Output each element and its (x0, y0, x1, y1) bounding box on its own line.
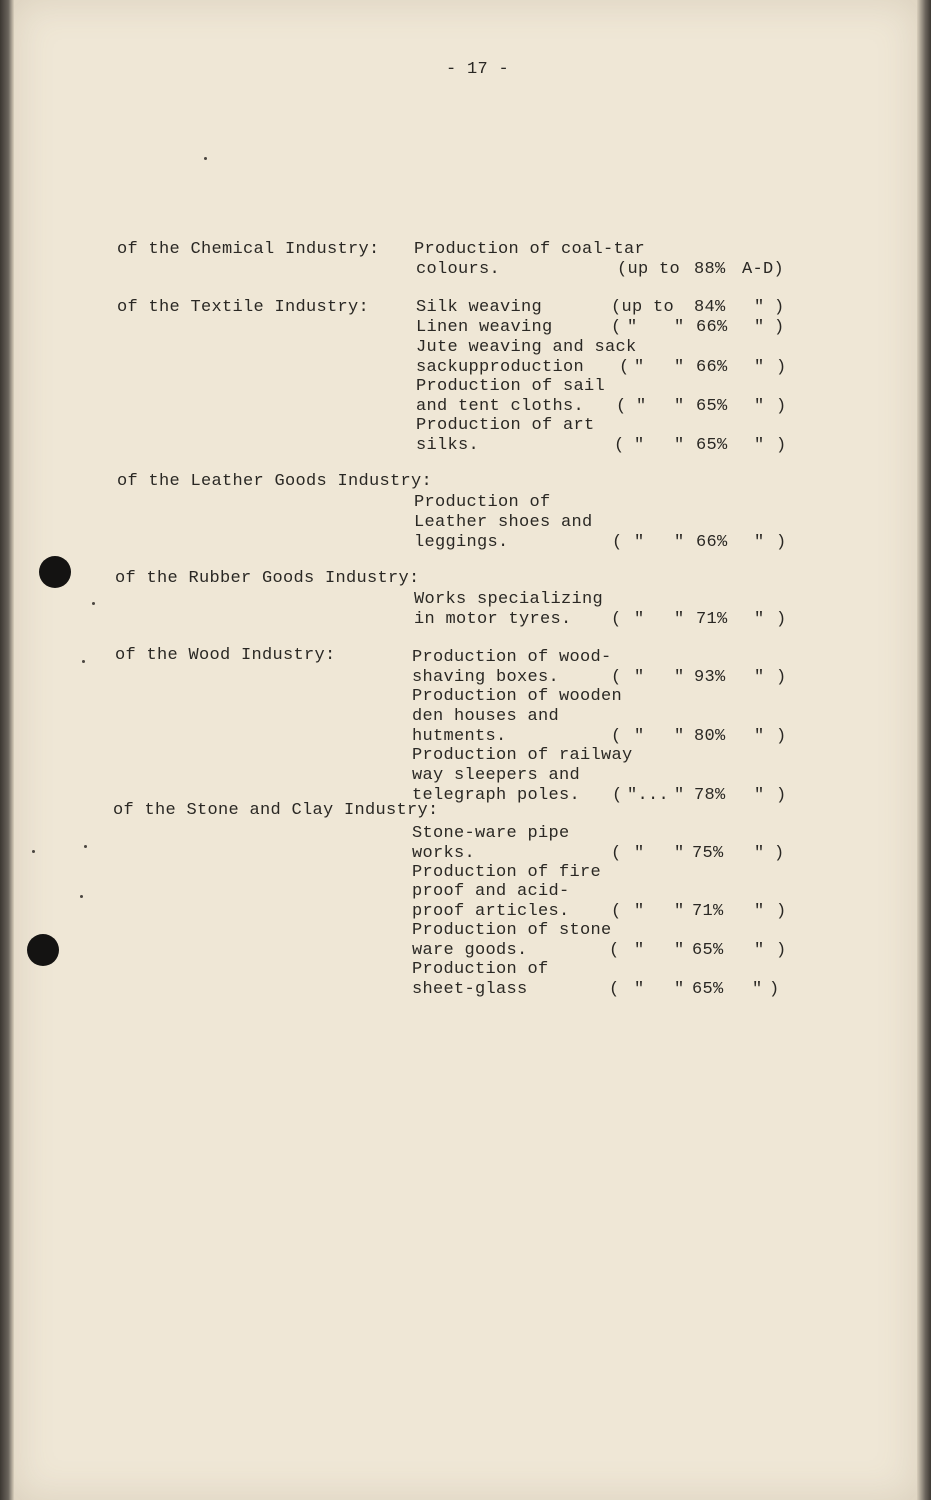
ditto-mark: " (754, 358, 765, 377)
punch-hole-lower (27, 934, 59, 966)
item-line: Production of sail (416, 377, 606, 396)
percentage: 80% (694, 727, 726, 746)
ditto-mark: " (754, 610, 765, 629)
ditto-mark: " (752, 980, 763, 999)
ditto-mark: " (634, 980, 645, 999)
range-open: ( (612, 533, 623, 552)
industry-heading-leather: of the Leather Goods Industry: (117, 472, 433, 491)
ditto-mark: " (674, 941, 685, 960)
range-close: ) (776, 941, 787, 960)
ditto-mark: " (754, 436, 765, 455)
ditto-mark: " (634, 844, 645, 863)
ditto-mark: " (634, 358, 645, 377)
item-line: Production of wooden (412, 687, 623, 706)
range-open: ( (611, 610, 622, 629)
item-line: Production of art (416, 416, 595, 435)
percentage: 88% (694, 260, 726, 279)
ditto-mark: " (674, 358, 685, 377)
percentage: 65% (696, 436, 728, 455)
range-close: ) (776, 533, 787, 552)
ditto-mark: " (674, 318, 685, 337)
range-open: ( (609, 941, 620, 960)
item-line: den houses and (412, 707, 560, 726)
punch-hole-upper (39, 556, 71, 588)
percentage: 93% (694, 668, 726, 687)
item-line: Silk weaving (416, 298, 543, 317)
industry-heading-rubber: of the Rubber Goods Industry: (115, 569, 420, 588)
item-line: works. (412, 844, 476, 863)
item-line: sackupproduction (416, 358, 585, 377)
ditto-mark: " (754, 902, 765, 921)
ditto-mark: " (754, 786, 765, 805)
ditto-mark: " (754, 727, 765, 746)
range-open: ( (611, 902, 622, 921)
range-close: ) (774, 844, 785, 863)
item-line: Works specializing (414, 590, 604, 609)
percentage: 84% (694, 298, 726, 317)
item-line: Stone-ware pipe (412, 824, 570, 843)
item-line: proof articles. (412, 902, 570, 921)
percentage: 65% (692, 941, 724, 960)
industry-heading-textile: of the Textile Industry: (117, 298, 370, 317)
item-line: Production of (414, 493, 551, 512)
percentage: 78% (694, 786, 726, 805)
range-open: ( (611, 668, 622, 687)
range-close: ) (776, 436, 787, 455)
ditto-mark: " (674, 980, 685, 999)
industry-heading-chemical: of the Chemical Industry: (117, 240, 380, 259)
range-close: ) (776, 902, 787, 921)
item-line: Production of wood- (412, 648, 612, 667)
range-close: ) (776, 358, 787, 377)
percentage: 71% (692, 902, 724, 921)
item-line: sheet-glass (412, 980, 528, 999)
range-close: ) (776, 786, 787, 805)
paper-speck (80, 895, 83, 898)
item-line: Linen weaving (416, 318, 553, 337)
item-line: Production of fire (412, 863, 602, 882)
item-line: Leather shoes and (414, 513, 593, 532)
item-line: colours. (416, 260, 501, 279)
percentage: 65% (692, 980, 724, 999)
item-line: in motor tyres. (414, 610, 572, 629)
page-number: - 17 - (446, 60, 510, 79)
item-line: Production of stone (412, 921, 612, 940)
range-close: ) (776, 668, 787, 687)
item-line: Production of (412, 960, 549, 979)
paper-speck (204, 157, 207, 160)
ditto-mark: " (627, 318, 638, 337)
range-open: ( (619, 358, 630, 377)
ditto-mark: " (754, 533, 765, 552)
percentage: 65% (696, 397, 728, 416)
range-open: ( (614, 436, 625, 455)
ditto-mark: " (634, 533, 645, 552)
range-open: ( (611, 844, 622, 863)
paper-speck (84, 845, 87, 848)
ditto-mark: " (636, 397, 647, 416)
item-line: proof and acid- (412, 882, 570, 901)
percentage: 71% (696, 610, 728, 629)
ditto-mark: " (754, 318, 765, 337)
ditto-mark: " (634, 610, 645, 629)
ditto-mark: " (754, 941, 765, 960)
ditto-mark: " (754, 844, 765, 863)
range-close: ) (774, 318, 785, 337)
ditto-mark: " (674, 786, 685, 805)
range-close: ) (776, 727, 787, 746)
ditto-mark: " (674, 436, 685, 455)
ditto-mark: "... (627, 786, 670, 805)
item-line: and tent cloths. (416, 397, 585, 416)
range-open: ( (612, 786, 623, 805)
item-line: way sleepers and (412, 766, 581, 785)
range-close: ) (774, 298, 785, 317)
range-close: ) (776, 397, 787, 416)
percentage: 75% (692, 844, 724, 863)
industry-heading-wood: of the Wood Industry: (115, 646, 336, 665)
range-open: ( (611, 727, 622, 746)
ditto-mark: " (674, 844, 685, 863)
item-line: shaving boxes. (412, 668, 560, 687)
paper-speck (92, 602, 95, 605)
industry-heading-stone-clay: of the Stone and Clay Industry: (113, 801, 439, 820)
document-page (14, 0, 917, 1500)
range-open: ( (609, 980, 620, 999)
range-open: (up to (611, 298, 675, 317)
ditto-mark: " (634, 436, 645, 455)
item-line: leggings. (414, 533, 509, 552)
ditto-mark: " (754, 397, 765, 416)
range-close: ) (769, 980, 780, 999)
ditto-mark: " (674, 397, 685, 416)
ditto-mark: " (634, 941, 645, 960)
range-open: ( (616, 397, 627, 416)
ditto-mark: " (674, 902, 685, 921)
range-close: ) (776, 610, 787, 629)
item-line: telegraph poles. (412, 786, 581, 805)
item-line: Production of railway (412, 746, 633, 765)
percentage: 66% (696, 358, 728, 377)
ditto-mark: A-D) (742, 260, 785, 279)
item-line: Production of coal-tar (414, 240, 646, 259)
ditto-mark: " (674, 533, 685, 552)
percentage: 66% (696, 533, 728, 552)
ditto-mark: " (674, 668, 685, 687)
ditto-mark: " (754, 668, 765, 687)
range-open: ( (611, 318, 622, 337)
percentage: 66% (696, 318, 728, 337)
item-line: ware goods. (412, 941, 528, 960)
ditto-mark: " (634, 727, 645, 746)
paper-speck (82, 660, 85, 663)
item-line: hutments. (412, 727, 507, 746)
page-edge-left (0, 0, 14, 1500)
item-line: Jute weaving and sack (416, 338, 637, 357)
ditto-mark: " (674, 610, 685, 629)
ditto-mark: " (634, 668, 645, 687)
ditto-mark: " (674, 727, 685, 746)
ditto-mark: " (634, 902, 645, 921)
ditto-mark: " (754, 298, 765, 317)
item-line: silks. (416, 436, 480, 455)
range-open: (up to (617, 260, 681, 279)
paper-speck (32, 850, 35, 853)
page-edge-right (917, 0, 931, 1500)
